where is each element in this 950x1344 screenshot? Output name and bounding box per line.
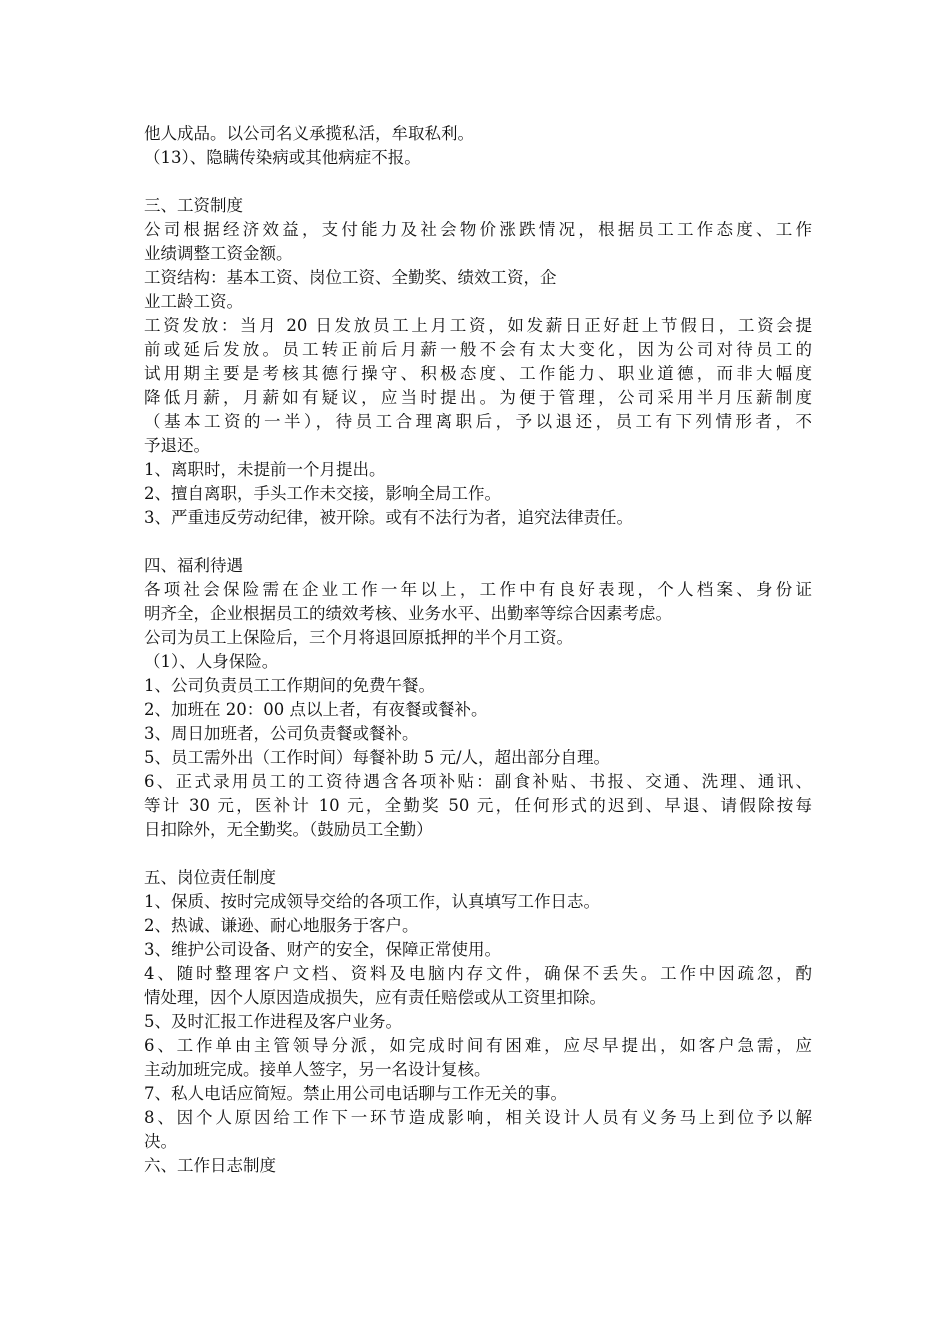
text-line: 主动加班完成。接单人签字，另一名设计复核。 [144, 1060, 491, 1079]
text-line: 各项社会保险需在企业工作一年以上，工作中有良好表现，个人档案、身份证 [144, 580, 812, 599]
text-line: 3、严重违反劳动纪律，被开除。或有不法行为者，追究法律责任。 [144, 508, 633, 527]
text-line: 情处理，因个人原因造成损失，应有责任赔偿或从工资里扣除。 [144, 988, 606, 1007]
text-line: 决。 [144, 1132, 177, 1151]
text-line: 1、离职时，未提前一个月提出。 [144, 460, 386, 479]
text-line: 1、保质、按时完成领导交给的各项工作，认真填写工作日志。 [144, 892, 600, 911]
text-line: 7、私人电话应简短。禁止用公司电话聊与工作无关的事。 [144, 1084, 567, 1103]
text-line: 工资结构：基本工资、岗位工资、全勤奖、绩效工资，企 [144, 268, 557, 287]
text-line: 2、热诚、谦逊、耐心地服务于客户。 [144, 916, 419, 935]
text-line: 6、工作单由主管领导分派，如完成时间有困难，应尽早提出，如客户急需，应 [144, 1036, 812, 1055]
text-line: 业绩调整工资金额。 [144, 244, 293, 263]
text-line: 予退还。 [144, 436, 210, 455]
text-line: 3、维护公司设备、财产的安全，保障正常使用。 [144, 940, 501, 959]
text-line: 三、工资制度 [144, 196, 243, 215]
text-line: 8、因个人原因给工作下一环节造成影响，相关设计人员有义务马上到位予以解 [144, 1108, 812, 1127]
text-line: 1、公司负责员工工作期间的免费午餐。 [144, 676, 435, 695]
text-line: 五、岗位责任制度 [144, 868, 276, 887]
text-line: （13）、隐瞒传染病或其他病症不报。 [144, 148, 421, 167]
text-line: 公司为员工上保险后，三个月将退回原抵押的半个月工资。 [144, 628, 573, 647]
document-page [144, 122, 812, 1178]
text-line: 5、员工需外出（工作时间）每餐补助 5 元/人，超出部分自理。 [144, 748, 611, 767]
text-line: 试用期主要是考核其德行操守、积极态度、工作能力、职业道德，而非大幅度 [144, 364, 812, 383]
text-line: （1）、人身保险。 [144, 652, 279, 671]
text-line: 他人成品。以公司名义承揽私活，牟取私利。 [144, 124, 474, 143]
text-line: 降低月薪，月薪如有疑议，应当时提出。为便于管理，公司采用半月压薪制度 [144, 388, 812, 407]
text-line: 六、工作日志制度 [144, 1156, 276, 1175]
text-line: 6、正式录用员工的工资待遇含各项补贴：副食补贴、书报、交通、洗理、通讯、 [144, 772, 812, 791]
text-line: 等计 30 元，医补计 10 元，全勤奖 50 元，任何形式的迟到、早退、请假除按每 [144, 796, 812, 815]
text-line: 3、周日加班者，公司负责餐或餐补。 [144, 724, 419, 743]
text-line: 4、随时整理客户文档、资料及电脑内存文件，确保不丢失。工作中因疏忽，酌 [144, 964, 812, 983]
text-line: 明齐全，企业根据员工的绩效考核、业务水平、出勤率等综合因素考虑。 [144, 604, 672, 623]
text-line: （基本工资的一半），待员工合理离职后，予以退还，员工有下列情形者，不 [144, 412, 812, 431]
blank-line [144, 530, 812, 554]
text-line: 工资发放：当月 20 日发放员工上月工资，如发薪日正好赶上节假日，工资会提 [144, 316, 812, 335]
text-line: 5、及时汇报工作进程及客户业务。 [144, 1012, 402, 1031]
text-line: 2、加班在 20：00 点以上者，有夜餐或餐补。 [144, 700, 488, 719]
blank-line [144, 170, 812, 194]
text-line: 前或延后发放。员工转正前后月薪一般不会有太大变化，因为公司对待员工的 [144, 340, 812, 359]
text-line: 业工龄工资。 [144, 292, 243, 311]
text-line: 2、擅自离职，手头工作未交接，影响全局工作。 [144, 484, 501, 503]
blank-line [144, 842, 812, 866]
text-line: 日扣除外，无全勤奖。（鼓励员工全勤） [144, 820, 433, 839]
text-line: 公司根据经济效益，支付能力及社会物价涨跌情况，根据员工工作态度、工作 [144, 220, 812, 239]
text-line: 四、福利待遇 [144, 556, 243, 575]
